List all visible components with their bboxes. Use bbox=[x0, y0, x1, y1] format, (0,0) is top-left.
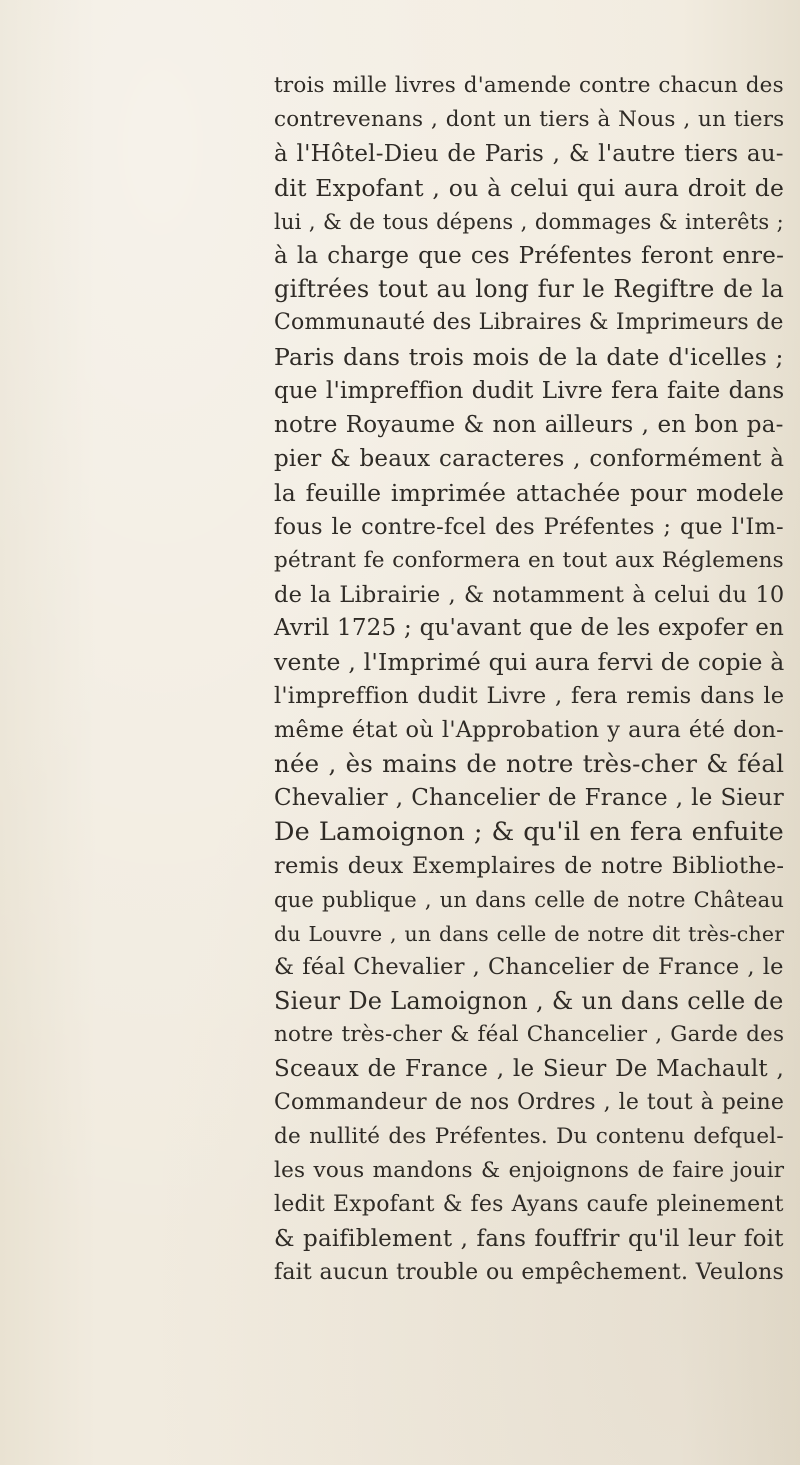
text-line: même état où l'Approbation y aura été don- bbox=[274, 717, 784, 744]
text-line: & féal Chevalier , Chancelier de France , le bbox=[274, 954, 784, 981]
text-line: Chevalier , Chancelier de France , le Sieur bbox=[274, 784, 784, 811]
text-line: De Lamoignon ; & qu'il en fera enfuite bbox=[274, 816, 784, 847]
text-line: & paifiblement , fans fouffrir qu'il leur foit bbox=[274, 1225, 784, 1252]
text-line: les vous mandons & enjoignons de faire jouir bbox=[274, 1157, 785, 1183]
text-line: ledit Expofant & fes Ayans caufe pleinement bbox=[274, 1191, 784, 1217]
text-line: pétrant fe conformera en tout aux Réglemens bbox=[274, 547, 784, 573]
text-line: de la Librairie , & notamment à celui du 10 bbox=[274, 581, 785, 608]
text-line: Commandeur de nos Ordres , le tout à peine bbox=[274, 1090, 785, 1115]
text-line: Communauté des Libraires & Imprimeurs de bbox=[274, 310, 784, 336]
text-line: vente , l'Imprimé qui aura fervi de copie à bbox=[274, 648, 785, 677]
text-line: à l'Hôtel-Dieu de Paris , & l'autre tiers au- bbox=[274, 140, 784, 167]
text-line: à la charge que ces Préfentes feront enre- bbox=[274, 242, 785, 269]
text-line: giftrées tout au long fur le Regiftre de la bbox=[274, 275, 785, 304]
text-line: de nullité des Préfentes. Du contenu defquel- bbox=[274, 1123, 784, 1149]
text-line: notre très-cher & féal Chancelier , Garde des bbox=[274, 1022, 785, 1048]
text-line: contrevenans , dont un tiers à Nous , un tiers bbox=[274, 106, 785, 132]
text-line: lui , & de tous dépens , dommages & interêts ; bbox=[274, 209, 784, 234]
text-line: née , ès mains de notre très-cher & féal bbox=[274, 749, 785, 778]
text-line: Sieur De Lamoignon , & un dans celle de bbox=[274, 987, 784, 1016]
text-line: fait aucun trouble ou empêchement. Veulons bbox=[274, 1259, 784, 1285]
text-line: notre Royaume & non ailleurs , en bon pa- bbox=[274, 412, 784, 438]
text-line: la feuille imprimée attachée pour modele bbox=[274, 478, 785, 507]
text-line: Paris dans trois mois de la date d'icelles ; bbox=[274, 343, 784, 372]
text-line: que l'impreffion dudit Livre fera faite dans bbox=[274, 378, 785, 405]
text-line: l'impreffion dudit Livre , fera remis dans le bbox=[274, 683, 785, 710]
text-line: dit Expofant , ou à celui qui aura droit de bbox=[274, 173, 785, 202]
text-line: Avril 1725 ; qu'avant que de les expofer en bbox=[274, 615, 785, 642]
text-line: du Louvre , un dans celle de notre dit très-cher bbox=[274, 921, 785, 946]
text-line: trois mille livres d'amende contre chacun des bbox=[274, 73, 784, 98]
text-line: fous le contre-fcel des Préfentes ; que l'Im- bbox=[274, 513, 784, 540]
text-line: pier & beaux caracteres , conformément à bbox=[274, 445, 785, 472]
text-line: que publique , un dans celle de notre Château bbox=[274, 887, 785, 912]
text-line: remis deux Exemplaires de notre Bibliothe- bbox=[274, 852, 785, 879]
text-line: Sceaux de France , le Sieur De Machault , bbox=[274, 1056, 784, 1083]
